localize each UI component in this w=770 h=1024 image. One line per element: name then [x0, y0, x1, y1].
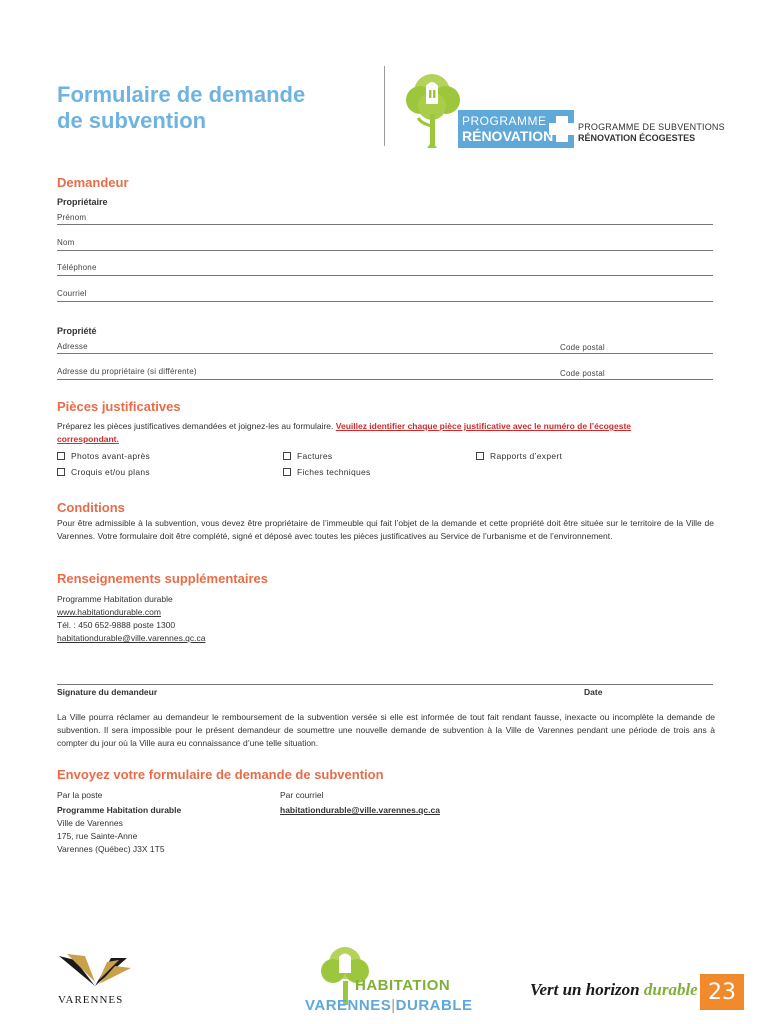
pieces-instruction-2: correspondant.: [57, 434, 119, 444]
code-postal-label-1: Code postal: [560, 343, 605, 352]
signature-label: Signature du demandeur: [57, 687, 158, 697]
adresse-proprietaire-field[interactable]: [57, 379, 713, 380]
adresse-label: Adresse: [57, 342, 88, 351]
prenom-field[interactable]: [57, 224, 713, 225]
proprietaire-label: Propriétaire: [57, 197, 108, 207]
checkbox-box[interactable]: [57, 468, 65, 476]
renseignements-block: [57, 593, 457, 645]
section-conditions-heading: Conditions: [57, 500, 125, 515]
envoi-poste-label: Par la poste: [57, 790, 103, 800]
envoi-courriel-block: [280, 789, 540, 817]
renseignements-programme: Programme Habitation durable: [57, 594, 173, 604]
envoi-poste-line3: 175, rue Sainte-Anne: [57, 831, 138, 841]
renseignements-phone: Tél. : 450 652-9888 poste 1300: [57, 620, 176, 630]
logo-side-line2: RÉNOVATION ÉCOGESTES: [578, 133, 696, 143]
envoi-courriel-label: Par courriel: [280, 790, 324, 800]
propriete-label: Propriété: [57, 326, 97, 336]
envoi-poste-line4: Varennes (Québec) J3X 1T5: [57, 844, 165, 854]
pieces-intro: Préparez les pièces justificatives demandées et joignez-les au formulaire. Veuillez identifier chaque pièce justificative avec le numéro de l’écogeste correspondant.: [57, 421, 632, 444]
page-title: Formulaire de demande de subvention: [57, 82, 306, 133]
checkbox-box[interactable]: [476, 452, 484, 460]
telephone-field[interactable]: [57, 275, 713, 276]
courriel-label: Courriel: [57, 289, 87, 298]
checkbox-croquis[interactable]: Croquis et/ou plans: [57, 467, 150, 477]
prenom-label: Prénom: [57, 213, 87, 222]
envoi-poste-block: [57, 789, 277, 856]
varennes-emblem-icon: [55, 950, 135, 992]
page-number: 23: [700, 974, 744, 1010]
adresse-proprietaire-label: Adresse du propriétaire (si différente): [57, 367, 197, 376]
logo-side-line1: PROGRAMME DE SUBVENTIONS: [578, 122, 725, 132]
pieces-instruction: Veuillez identifier chaque pièce justificative avec le numéro de l’écogeste: [335, 421, 632, 431]
slogan: Vert un horizon durable: [530, 980, 698, 999]
telephone-label: Téléphone: [57, 263, 97, 272]
signature-disclaimer: La Ville pourra réclamer au demandeur le remboursement de la subvention versée si elle est informée de tout fait rendant fausse, inexacte ou incomplète la demande de subvention. Il sera impossible pour le présent demandeur de soumettre une nouvelle demande de subvention à la Ville de Varennes pendant une période de trois ans à compter du jour où la Ville aura eu connaissance d’une telle situation.: [57, 712, 715, 748]
tree-house-icon: [317, 945, 373, 1005]
renseignements-email-link[interactable]: habitationdurable@ville.varennes.qc.ca: [57, 633, 206, 643]
checkbox-box[interactable]: [283, 468, 291, 476]
hab-line2: VARENNES|DURABLE: [305, 997, 473, 1014]
checkbox-fiches[interactable]: Fiches techniques: [283, 467, 371, 477]
courriel-field[interactable]: [57, 301, 713, 302]
code-postal-label-2: Code postal: [560, 369, 605, 378]
varennes-logo: [55, 950, 135, 1010]
envoi-poste-name: Programme Habitation durable: [57, 805, 182, 815]
date-label: Date: [584, 687, 603, 697]
section-renseignements-heading: Renseignements supplémentaires: [57, 571, 268, 586]
header-divider: [384, 66, 385, 146]
checkbox-rapports[interactable]: Rapports d’expert: [476, 451, 562, 461]
envoi-courriel-link[interactable]: habitationdurable@ville.varennes.qc.ca: [280, 805, 440, 815]
programme-renovation-logo: [400, 70, 730, 152]
logo-programme-text: PROGRAMME: [462, 114, 547, 128]
habitation-durable-logo: [303, 945, 473, 1017]
logo-renovation-text: RÉNOVATION: [462, 128, 554, 144]
renseignements-website-link[interactable]: www.habitationdurable.com: [57, 607, 161, 617]
nom-label: Nom: [57, 238, 75, 247]
varennes-wordmark: VARENNES: [58, 994, 124, 1006]
adresse-field[interactable]: [57, 353, 713, 354]
conditions-text: Pour être admissible à la subvention, vous devez être propriétaire de l’immeuble qui fait l’objet de la demande et cette propriété doit être située sur le territoire de la Ville de Varennes. Votre formulaire doit être complété, signé et déposé avec toutes les pièces justificatives au Service de l’urbanisme et de l’environnement.: [57, 518, 714, 541]
nom-field[interactable]: [57, 250, 713, 251]
checkbox-box[interactable]: [57, 452, 65, 460]
checkbox-box[interactable]: [283, 452, 291, 460]
envoi-poste-line2: Ville de Varennes: [57, 818, 123, 828]
checkbox-factures[interactable]: Factures: [283, 451, 332, 461]
checkbox-photos[interactable]: Photos avant-après: [57, 451, 150, 461]
section-pieces-heading: Pièces justificatives: [57, 399, 181, 414]
signature-field[interactable]: [57, 684, 713, 685]
section-envoyez-heading: Envoyez votre formulaire de demande de subvention: [57, 767, 384, 782]
section-demandeur-heading: Demandeur: [57, 175, 129, 190]
hab-line1: HABITATION: [355, 977, 451, 994]
